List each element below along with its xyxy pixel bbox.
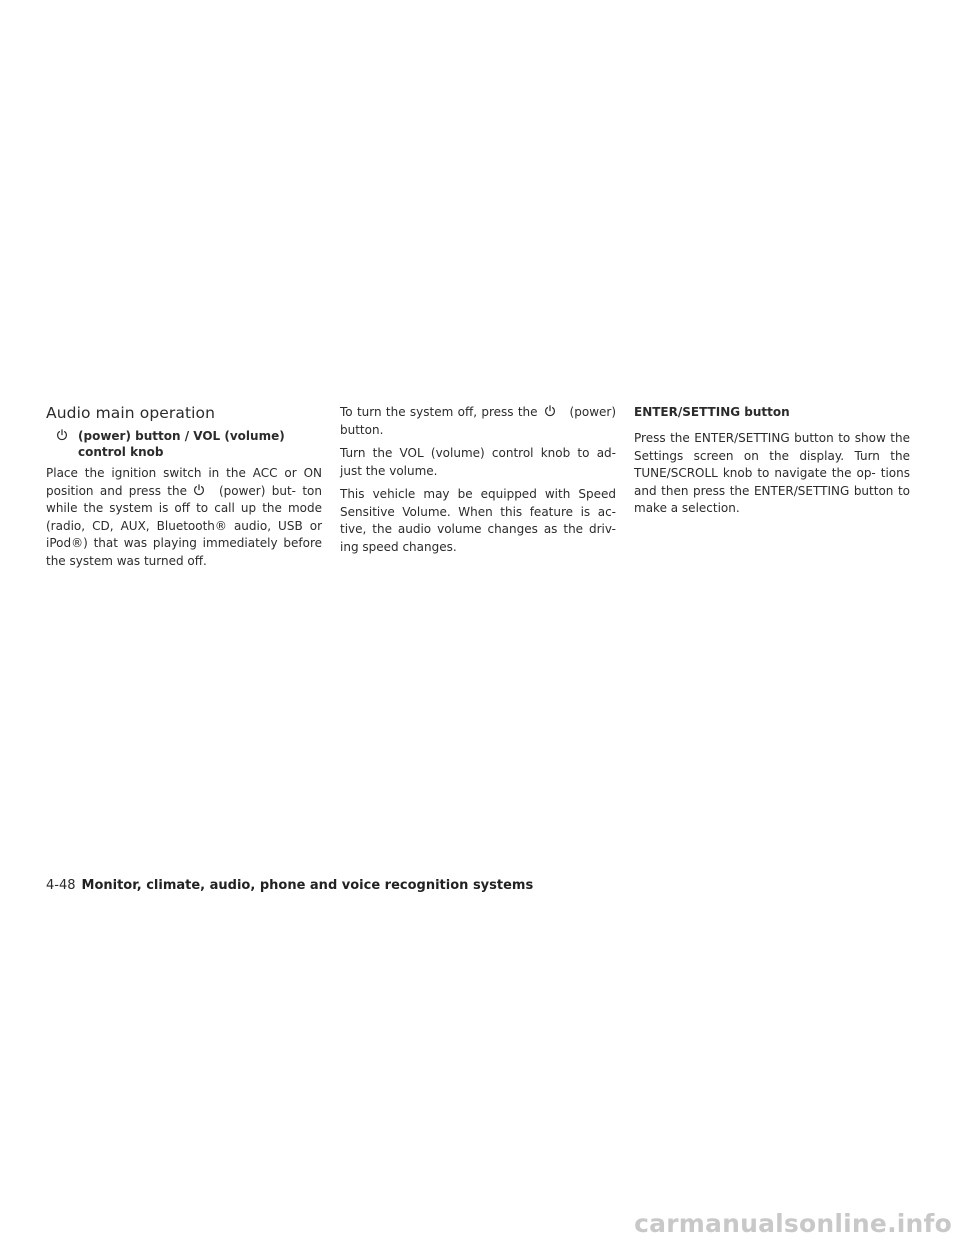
turn-off-paragraph-start: To turn the system off, press the xyxy=(340,405,538,419)
chapter-title: Monitor, climate, audio, phone and voice recognition systems xyxy=(81,878,534,893)
power-knob-heading-line2: control knob xyxy=(78,445,164,459)
page-footer xyxy=(46,877,533,895)
power-knob-paragraph-end: (power) but- ton while the system is off to call up the mode (radio, CD, AUX, Bluetooth® audio, USB or iPod®) that was playing immediately before the system was turned off. xyxy=(46,483,322,568)
power-knob-heading-line1: (power) button / VOL (volume) xyxy=(78,429,285,443)
column-right xyxy=(634,404,910,524)
section-title: Audio main operation xyxy=(46,404,216,422)
column-middle xyxy=(340,404,616,562)
volume-paragraph: Turn the VOL (volume) control knob to ad- just the volume. xyxy=(340,446,616,478)
page-number: 4-48 xyxy=(46,878,76,893)
power-icon xyxy=(544,405,556,417)
power-icon xyxy=(56,429,68,441)
power-icon xyxy=(193,484,205,496)
column-left xyxy=(46,404,322,576)
power-knob-paragraph xyxy=(46,465,322,570)
power-knob-paragraph-start: Place the ignition switch in the ACC or ON position and press the xyxy=(46,466,322,498)
turn-off-paragraph-end: (power) button. xyxy=(340,405,616,437)
power-knob-heading xyxy=(46,428,322,460)
enter-setting-paragraph: Press the ENTER/SETTING button to show the Settings screen on the display. Turn the TUNE/SCROLL knob to navigate the op- tions and then press the ENTER/SETTING button to make a selection. xyxy=(634,431,910,515)
watermark: carmanualsonline.info xyxy=(634,1209,952,1238)
enter-setting-heading: ENTER/SETTING button xyxy=(634,405,790,419)
turn-off-paragraph xyxy=(340,404,616,439)
speed-sensitive-paragraph: This vehicle may be equipped with Speed Sensitive Volume. When this feature is ac- tive, the audio volume changes as the driv- ing speed changes. xyxy=(340,487,616,554)
